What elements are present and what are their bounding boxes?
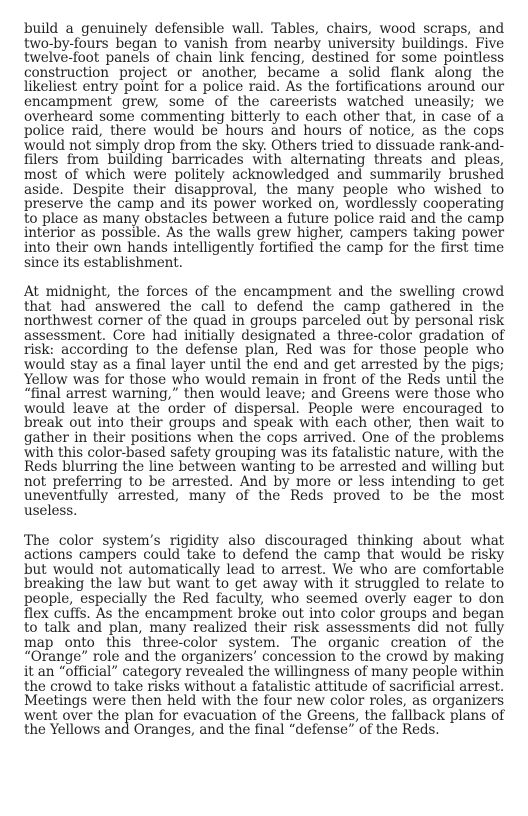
paragraph-color-system: The color system’s rigidity also discouraged thinking about what actions campers could take to defend the camp that would be risky but would not automatically lead to arrest. We who are comfortable breaking the law but want to get away with it struggled to relate to people, especially the Red faculty, who seemed overly eager to don flex cuffs. As the encampment broke out into color groups and began to talk and plan, many realized their risk assessments did not fully map onto this three-color system. The organic creation of the “Orange” role and the organizers’ concession to the crowd by making it an “official” category revealed the willingness of many people within the crowd to take risks without a fatalistic attitude of sacrificial arrest. Meetings were then held with the four new color roles, as organizers went over the plan for evacuation of the Greens, the fallback plans of the Yellows and Oranges, and the final “defense” of the Reds. xyxy=(24,532,504,739)
document-body xyxy=(24,22,504,738)
paragraph-barricades: build a genuinely defensible wall. Tables, chairs, wood scraps, and two-by-fours began to vanish from nearby university buildings. Five twelve-foot panels of chain link fencing, destined for some pointless construction project or another, became a solid flank along the likeliest entry point for a police raid. As the fortifications around our encampment grew, some of the careerists watched uneasily; we overheard some commenting bitterly to each other that, in case of a police raid, there would be hours and hours of notice, as the cops would not simply drop from the sky. Others tried to dissuade rank-and-filers from building barricades with alternating threats and pleas, most of which were politely acknowledged and summarily brushed aside. Despite their disapproval, the many people who wished to preserve the camp and its power worked on, wordlessly cooperating to place as many obstacles between a future police raid and the camp interior as possible. As the walls grew higher, campers taking power into their own hands intelligently fortified the camp for the first time since its establishment. xyxy=(24,21,504,271)
paragraph-risk-groups: At midnight, the forces of the encampment and the swelling crowd that had answered the call to defend the camp gathered in the northwest corner of the quad in groups parceled out by personal risk assessment. Core had initially designated a three-color gradation of risk: according to the defense plan, Red was for those people who would stay as a final layer until the end and get arrested by the pigs; Yellow was for those who would remain in front of the Reds until the “final arrest warning,” then would leave; and Greens were those who would leave at the order of dispersal. People were encouraged to break out into their groups and speak with each other, then wait to gather in their positions when the cops arrived. One of the problems with this color-based safety grouping was its fatalistic nature, with the Reds blurring the line between wanting to be arrested and willing but not preferring to be arrested. And by more or less intending to get uneventfully arrested, many of the Reds proved to be the most useless. xyxy=(24,284,504,519)
